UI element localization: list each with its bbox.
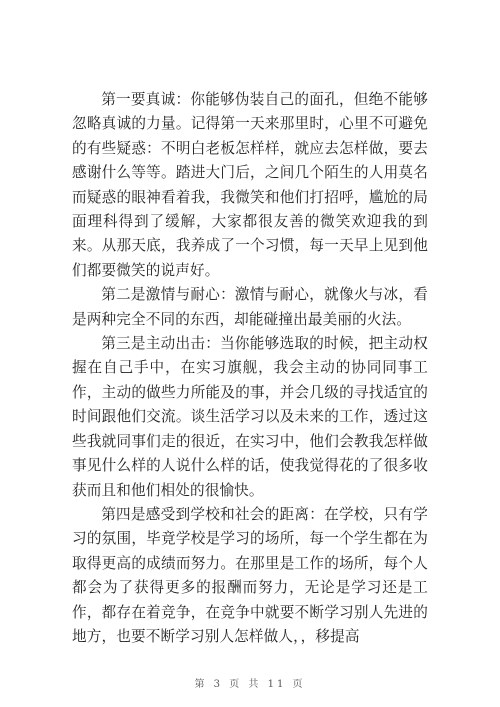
page-number-footer: 第 3 页 共 11 页 xyxy=(194,679,306,690)
paragraph-passion-patience: 第二是激情与耐心：激情与耐心，就像火与冰，看是两种完全不同的东西，却能碰撞出最美丽的火法。 xyxy=(72,286,428,328)
paragraph-school-society-gap: 第四是感受到学校和社会的距离：在学校，只有学习的氛围，毕竟学校是学习的场所，每一个学生都在为取得更高的成绩而努力。在那里是工作的场所，每个人都会为了获得更多的报酬而努力，无论是学习还是工作，都存在着竞争，在竞争中就要不断学习别人先进的地方，也要不断学习别人怎样做人，，移提高 xyxy=(72,505,428,645)
paragraph-sincerity: 第一要真诚：你能够伪装自己的面孔，但绝不能够忽略真诚的力量。记得第一天来那里时，心里不可避免的有些疑惑：不明白老板怎样样，就应去怎样做，要去感谢什么等等。踏进大门后，之间几个陌生的人用莫名而疑惑的眼神看着我，我微笑和他们打招呼，尴尬的局面理科得到了缓解，大家都很友善的微笑欢迎我的到来。从那天底，我养成了一个习惯，每一天早上见到他们都要微笑的说声好。 xyxy=(72,91,428,279)
paragraph-take-initiative: 第三是主动出击：当你能够选取的时候，把主动权握在自己手中，在实习旗舰，我会主动的协同同事工作，主动的做些力所能及的事，并会几级的寻找适宜的时间跟他们交流。谈生活学习以及未来的工作，透过这些我就同事们走的很近，在实习中，他们会教我怎样做事见什么样的人说什么样的话，使我觉得花的了很多收获而且和他们相处的很愉快。 xyxy=(72,335,428,499)
document-body xyxy=(72,88,428,649)
